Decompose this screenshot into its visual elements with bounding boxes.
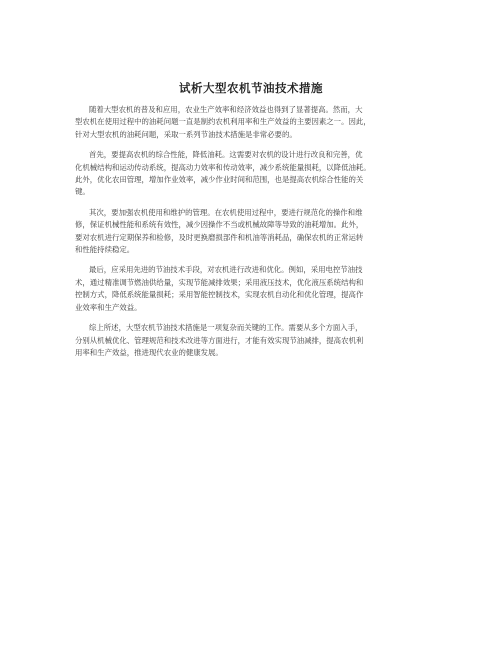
paragraph-line: 业效率和生产效益。	[75, 302, 142, 312]
paragraph-line: 首先，要提高农机的综合性能，降低油耗。这需要对农机的设计进行改良和完善，优	[89, 150, 363, 160]
paragraph-line: 其次，要加强农机使用和维护的管理。在农机使用过程中，要进行规范化的操作和维	[89, 207, 363, 217]
paragraph-second	[75, 207, 430, 257]
paragraph-line: 和性能持续稳定。	[75, 245, 135, 255]
paragraph-line: 最后，应采用先进的节油技术手段，对农机进行改进和优化。例如，采用电控节油技	[89, 265, 363, 275]
paragraph-intro	[75, 104, 430, 141]
paragraph-line: 针对大型农机的油耗问题，采取一系列节油技术措施是非常必要的。	[75, 129, 297, 139]
paragraph-third	[75, 264, 430, 314]
paragraph-conclusion	[75, 322, 430, 359]
paragraph-line: 键。	[75, 187, 90, 197]
paragraph-line: 用率和生产效益，推进现代农业的健康发展。	[75, 347, 223, 357]
paragraph-line: 型农机在使用过程中的油耗问题一直是制约农机利用率和生产效益的主要因素之一。因此，	[75, 117, 371, 127]
document-body	[75, 104, 430, 367]
paragraph-line: 综上所述，大型农机节油技术措施是一项复杂而关键的工作。需要从多个方面入手，	[89, 323, 363, 333]
paragraph-line: 此外，优化农田管理，增加作业效率，减少作业时间和范围，也是提高农机综合性能的关	[75, 175, 364, 185]
paragraph-first	[75, 149, 430, 199]
paragraph-line: 随着大型农机的普及和应用，农业生产效率和经济效益也得到了显著提高。然而，大	[89, 105, 363, 114]
paragraph-line: 控制方式，降低系统能量损耗；采用智能控制技术，实现农机自动化和优化管理，提高作	[75, 290, 364, 300]
paragraph-line: 化机械结构和运动传动系统，提高动力效率和传动效率，减少系统能量损耗，以降低油耗。	[75, 162, 371, 172]
paragraph-line: 分别从机械优化、管理规范和技术改进等方面进行，才能有效实现节油减排，提高农机利	[75, 335, 364, 345]
document-title: 试析大型农机节油技术措施	[179, 81, 323, 95]
paragraph-line: 术，通过精准调节燃油供给量，实现节能减排效果；采用液压技术，优化液压系统结构和	[75, 277, 364, 287]
paragraph-line: 修，保证机械性能和系统有效性，减少因操作不当或机械故障等导致的油耗增加。此外，	[75, 220, 364, 230]
paragraph-line: 要对农机进行定期保养和检修，及时更换磨损部件和机油等消耗品，确保农机的正常运转	[75, 232, 364, 242]
